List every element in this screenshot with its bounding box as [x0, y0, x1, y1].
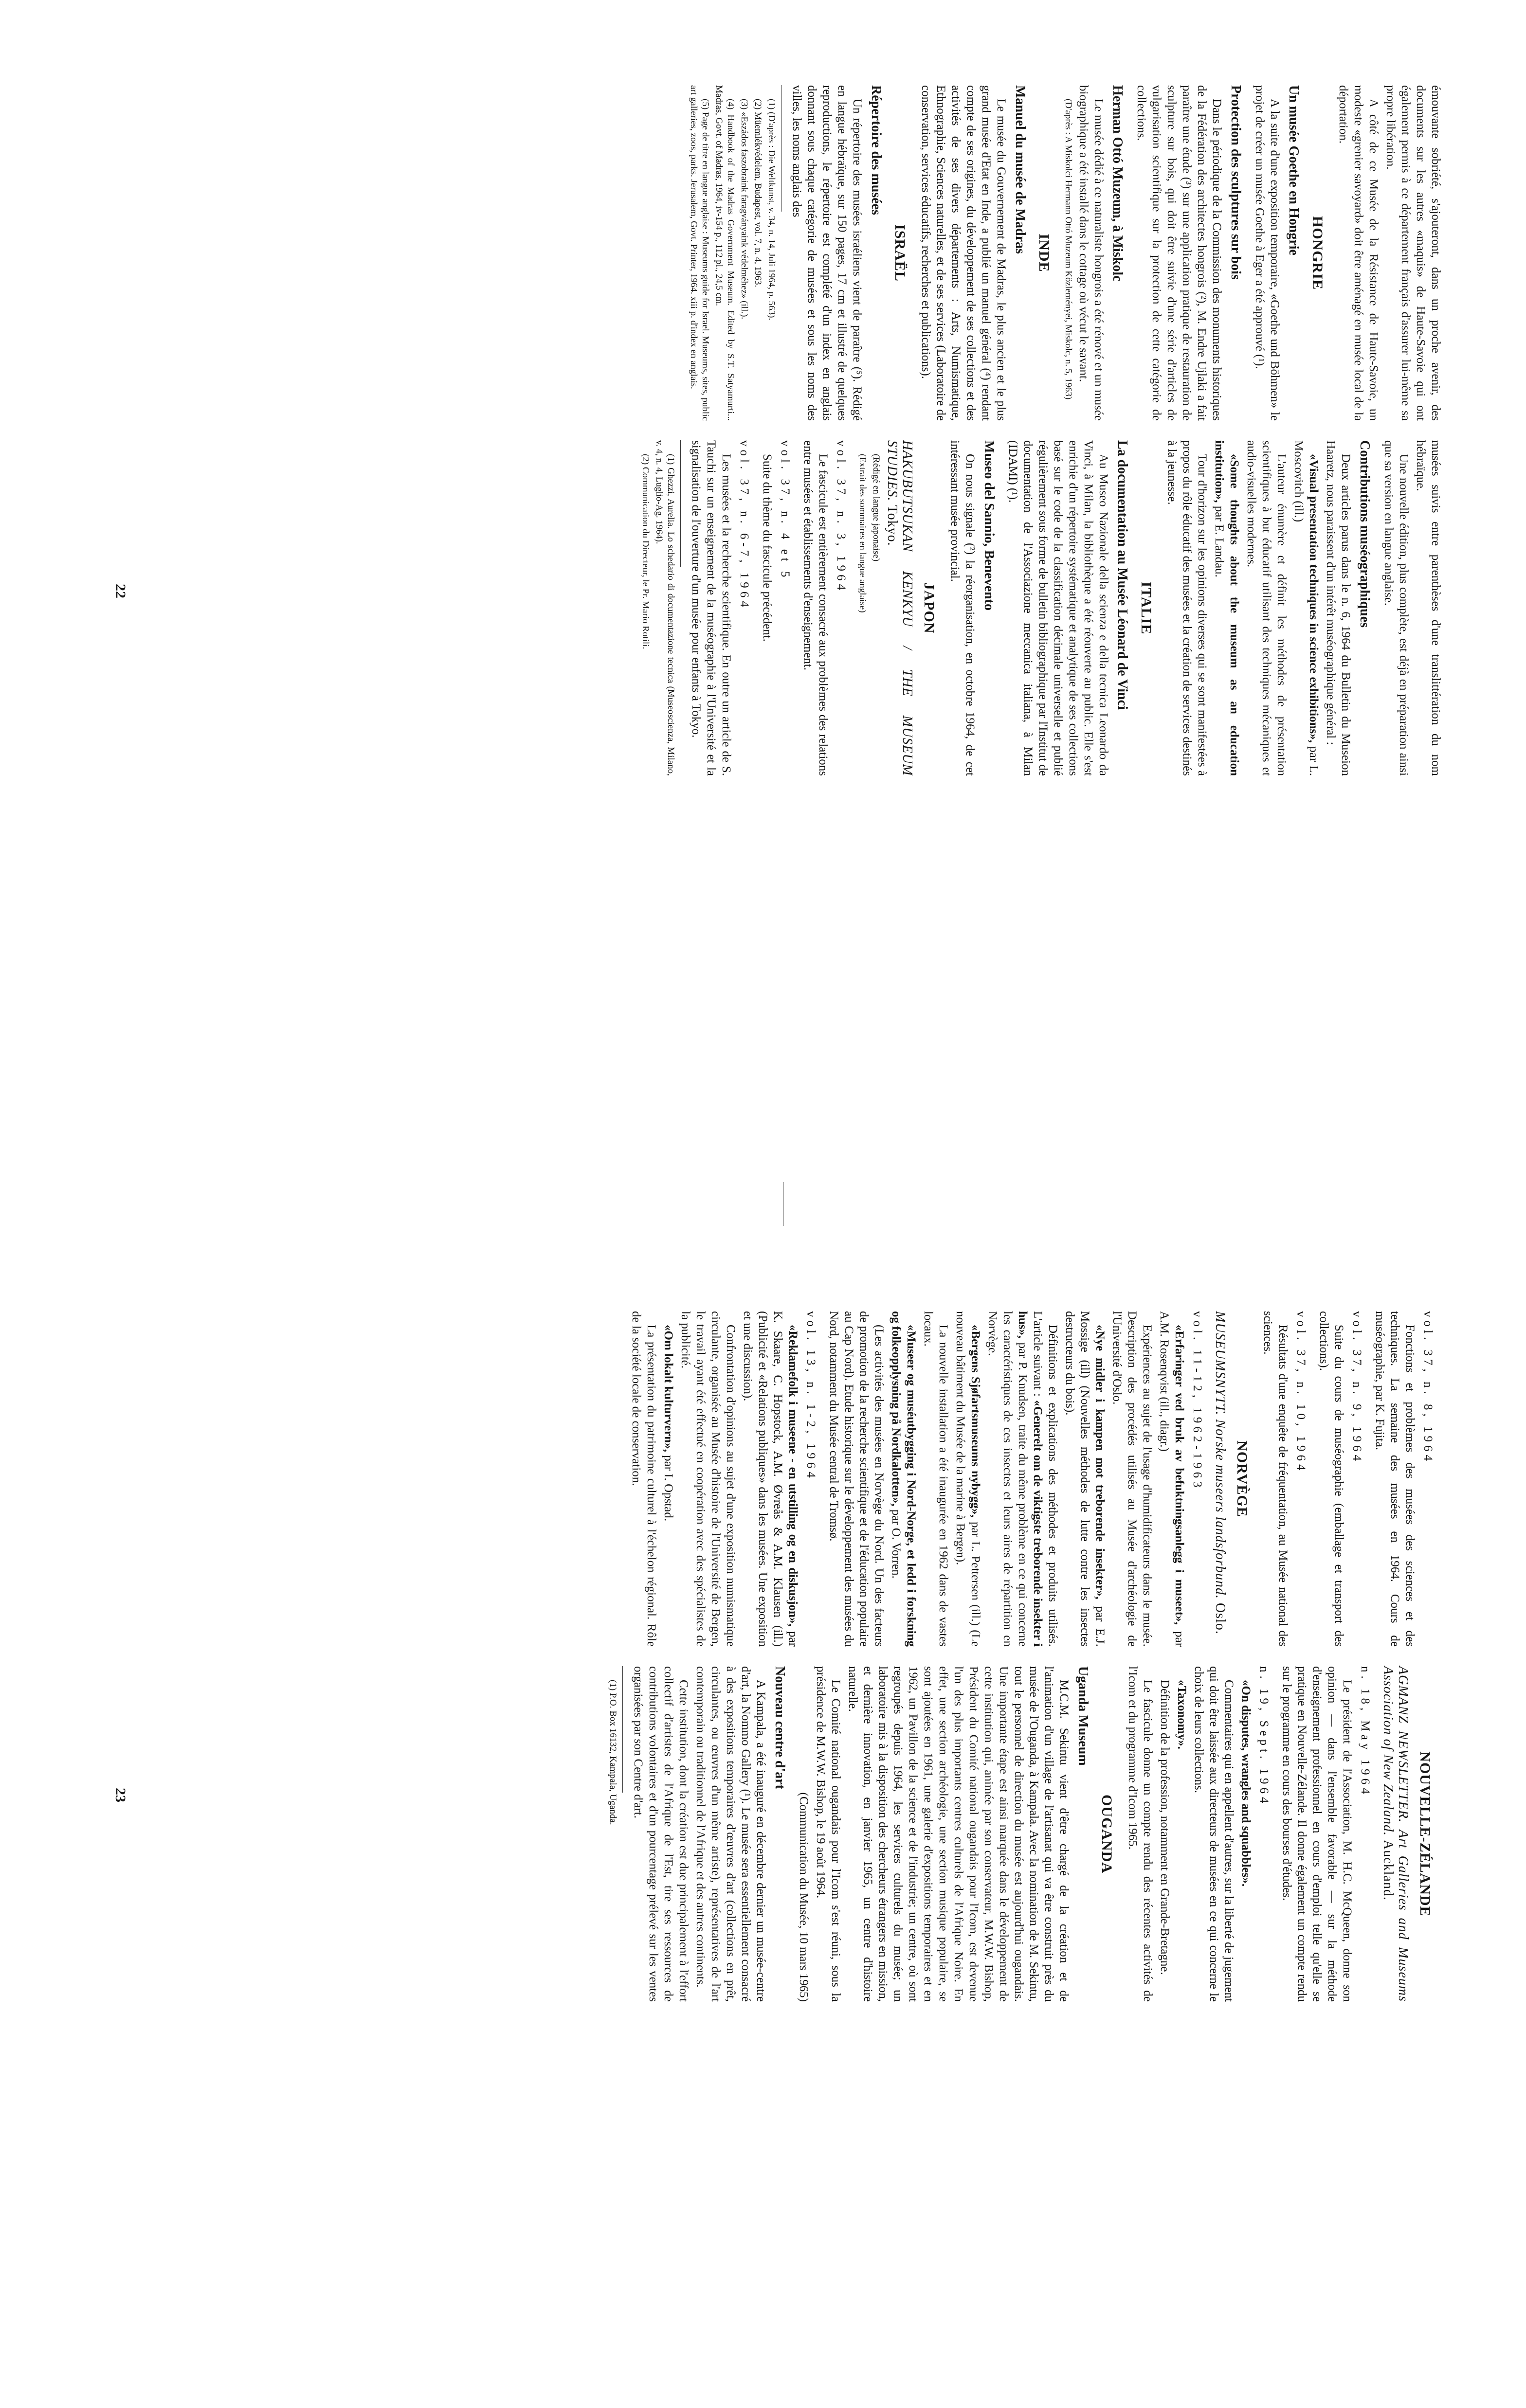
issue-reference: vol. 37, n. 3, 1964	[835, 440, 848, 593]
journal-name: AGMANZ NEWSLETTER. Art Galleries and Museums Association of New Zealand.	[1381, 1666, 1411, 2002]
article-title: «Visual presentation techniques in science exhibitions»,	[1307, 454, 1320, 743]
paragraph: Le président de l'Association, M. H.C. McQueen, donne son opinion — dans l'ensemble favorable — sur la méthode d'enseignement professionnel en cours d'emploi telle qu'elle se pratique en Nouvelle-Zélande. Il donne également un compte rendu sur le programme en cours des bourses d'études.	[1280, 1666, 1354, 2002]
article-title: «Museer og muséutbygging i Nord-Norge, et ledd i forskning og folkeopplysning på Nordkalotten»,	[890, 1311, 918, 1647]
issue-reference: vol. 37, n. 4 et 5	[779, 440, 792, 581]
article-title: «On disputes, wrangles and squabbles».	[1239, 1680, 1253, 1887]
section-heading: Uganda Museum	[1075, 1666, 1090, 1766]
issue-reference: vol. 37, n. 9, 1964	[1350, 1311, 1363, 1464]
footnote: (3) «Eszádos faszobraink faragványaink védelméhez» (ill.).	[739, 99, 749, 320]
paragraph: (Les activités des musées en Norvège du Nord. Un des facteurs de promotion de la recherche scientifique et de l'éducation populaire au Cap Nord). Etude historique sur le développement des musées du Nord, notamment du Musée central de Tromsø.	[827, 1311, 886, 1647]
paragraph: Le Comité national ougandais pour l'Icom s'est réuni, sous la présidence de M.W.W. Bishop, le 19 août 1964.	[814, 1666, 842, 2002]
paragraph: Le fascicule est entièrement consacré aux problèmes des relations entre musées et établissements d'enseignement.	[801, 440, 830, 776]
article-citation	[1291, 440, 1321, 776]
paragraph: Deux articles parus dans le n. 6, 1964 du Bulletin du Museion Haaretz, nous paraissent d'un intérêt muséographique général :	[1324, 440, 1352, 776]
paragraph: Confrontation d'opinions au sujet d'une exposition numismatique circulante, organisée au Musée d'histoire de l'Université de Bergen, le travail ayant été effectué en coopération avec des spécialistes de la publicité.	[679, 1311, 737, 1647]
paragraph: A la suite d'une exposition temporaire, «Goethe und Böhmen» le projet de créer un musée Goethe à Eger a été approuvé (¹).	[1253, 85, 1281, 421]
country-heading: ITALIE	[1138, 581, 1154, 635]
article-citation	[1157, 1311, 1187, 1647]
footnote: (1) Ghezzi, Aurelia. Lo schedario di documentazione tecnica (Museoscienza, Milano, v. 4, n. 4, Luglio-Ag. 1964).	[654, 440, 676, 776]
issue-reference: vol. 13, n. 1-2, 1964	[804, 1311, 818, 1481]
paragraph: Résultats d'une enquête de fréquentation, au Musée national des sciences.	[1261, 1311, 1290, 1647]
article-title: «Some thoughts about the museum as an education institution»,	[1213, 440, 1241, 776]
article-title: «Bergens Sjøfartsmuseums nybygg»,	[969, 1325, 982, 1518]
article-author: par E.J. Mossige (ill) (Nouvelles méthodes de lutte contre les insectes destructeurs du bois).	[1063, 1311, 1107, 1647]
page-number: 23	[112, 1788, 128, 1802]
paragraph: A côté de ce Musée de la Résistance de Haute-Savoie, un modeste «grenier savoyard» doit être aménagé en musée local de la déportation.	[1337, 85, 1380, 421]
page-23	[0, 1204, 1526, 2408]
paragraph: La présentation du patrimoine culturel à l'échelon régional. Rôle de la société locale de conservation.	[630, 1311, 658, 1647]
journal-city: Auckland.	[1381, 1840, 1396, 1901]
article-citation	[1062, 1311, 1108, 1647]
country-heading: HONGRIE	[1309, 216, 1326, 290]
article-citation	[1212, 440, 1242, 776]
article-citation	[889, 1311, 919, 1647]
journal-city: Oslo.	[1213, 1602, 1228, 1635]
issue-reference: n. 18, May 1964	[1359, 1666, 1372, 1797]
section-heading: Un musée Goethe en Hongrie	[1286, 85, 1301, 255]
paragraph: émouvante sobriété, s'ajouteront, dans un proche avenir, des documents sur les autres «maquis» de Haute-Savoie qui ont également permis à ce département français d'assurer lui-même sa propre libération.	[1384, 85, 1442, 421]
country-heading: OUGANDA	[1099, 1795, 1115, 1873]
article-citation	[661, 1311, 676, 1647]
country-heading: NOUVELLE-ZÉLANDE	[1417, 1751, 1433, 1917]
journal-title	[885, 440, 915, 776]
article-title: «Generelt om de viktigste treborende insekter i hus»,	[1016, 1311, 1044, 1647]
issue-reference: vol. 37, n. 6-7, 1964	[738, 440, 751, 611]
text-span: par P. Knudsen, traite du même problème en ce qui concerne les caractéristiques de ces insectes et leurs aires de répartition en Norvège.	[986, 1311, 1029, 1647]
footnote: (1) P.O. Box 16132, Kampala, Uganda.	[608, 1680, 618, 1825]
journal-name: HAKUBUTSUKAN KENKYU / THE MUSEUM STUDIES.	[885, 440, 915, 776]
paragraph: La nouvelle installation a été inaugurée en 1962 dans de vastes locaux.	[922, 1311, 950, 1647]
paragraph	[985, 1311, 1060, 1647]
footnote: (2) Communication du Directeur, le Pr. Mario Rotili.	[640, 454, 651, 649]
article-author: par O. Vorren.	[890, 1509, 903, 1579]
journal-city: Tokyo.	[885, 505, 900, 546]
article-citation	[740, 1311, 800, 1647]
paragraph: Suite du cours de muséographie (emballage et transport des collections).	[1317, 1311, 1345, 1647]
journal-name: MUSEUMSNYTT. Norske museers landsforbund.	[1213, 1311, 1228, 1599]
journal-title	[1213, 1311, 1228, 1647]
paragraph: Commentaires qui en appellent d'autres, sur la liberté de jugement qui doit être laissée aux directeurs de musées en ce qui concerne le choix de leurs collections.	[1192, 1666, 1235, 2002]
paragraph: Un répertoire des musées israéliens vient de paraître (⁵). Rédigé en langue hébraïque, sur 150 pages, 17 cm et illustré de quelques reproductions, le répertoire est complété d'un index en anglais donnant sous chaque catégorie de musées et sous les noms des villes, les noms anglais des	[790, 85, 864, 421]
issue-reference: vol. 37, n. 8, 1964	[1421, 1311, 1435, 1464]
paragraph: M.C.M. Sekintu vient d'être chargé de la création et de l'animation d'un village de l'artisanat qui va être construit près du musée de l'Ouganda, à Kampala. Avec la nomination de M. Sekintu, tout le personnel de direction du musée est aujourd'hui ougandais. Une importante étape est ainsi marquée dans le développement de cette institution qui, animée par son conservateur, M.W.W. Bishop, Président du Comité national ougandais pour l'Icom, est devenue l'un des plus importants centres culturels de l'Afrique Noire. En effet, une section archéologie, une section musique populaire, se sont ajoutées en 1961, une galerie d'expositions temporaires et en 1962, un Pavillon de la science et de l'industrie; un centre, où sont regroupés depuis 1964, les services culturels du musée; un laboratoire mis à la disposition des chercheurs étrangers en mission, et dernière innovation, en janvier 1965, un centre d'histoire naturelle.	[846, 1666, 1071, 2002]
issue-reference: vol. 11-12, 1962-1963	[1191, 1311, 1204, 1491]
source-note: (D'après : A Miskolci Hermann Ottó Muzeum Közleményei, Miskolc, n. 5, 1963)	[1063, 99, 1073, 400]
paragraph: Le musée dédié à ce naturaliste hongrois a été rénové et un musée biographique a été installé dans le cottage où vécut le savant.	[1077, 85, 1105, 421]
article-title: «Om lokalt kulturvern»,	[662, 1325, 675, 1452]
article-author: par K. Skaare, C. Hopstock, A.M. Øvreås & A.M. Klausen (ill.) (Publicité et «Relations publiques» dans les musées. Une exposition et une discussion).	[741, 1311, 799, 1647]
paragraph: Suite du thème du fascicule précédent.	[761, 454, 774, 642]
page-23-column-1	[627, 1311, 1443, 1647]
page-22-column-1	[686, 85, 1443, 421]
footnote: (5) Page de titre en langue anglaise : Museums guide for Israel. Museums, sites, public art galleries, zoos, parks. Jerusalem, Govt. Printer, 1964. xiii p. d'index en anglais.	[689, 85, 710, 421]
source-note: (Communication du Musée, 10 mars 1965)	[797, 1792, 810, 2002]
paragraph: Cette institution, dont la création est due principalement à l'effort collectif d'artistes de l'Afrique de l'Est, tire ses ressources de contributions volontaires et d'un pourcentage prélevé sur les ventes organisées par son Centre d'art.	[632, 1666, 690, 2002]
paragraph: Tour d'horizon sur les opinions diverses qui se sont manifestées à propos du rôle éducatif des musées et la création de services destinés à la jeunesse.	[1165, 440, 1209, 776]
section-heading: Protection des sculptures sur bois	[1228, 85, 1243, 280]
language-note: (Extrait des sommaires en langue anglaise)	[857, 454, 868, 613]
article-author: par E. Landau.	[1213, 505, 1226, 577]
paragraph: Le musée du Gouvernement de Madras, le plus ancien et le plus grand musée d'Etat en Inde, a publié un manuel général (⁴) rendant compte de ses origines, du développement de ses collections et des activités de ses divers départements : Arts, Numismatique, Ethnographie, Sciences naturelles, et de ses services (Laboratoire de conservation, services éducatifs, recherches et publications).	[919, 85, 1008, 421]
article-author: par I. Opstad.	[662, 1455, 675, 1522]
section-heading: Herman Ottó Muzeum, à Miskolc	[1110, 85, 1125, 282]
footnote: (1) (D'après : Die Weltkunst, v. 34, n. 14, Juli 1964, p. 563).	[766, 99, 777, 321]
footnote: (2) Müemlékvédelem, Budapest, vol. 7, n. 4, 1963.	[753, 99, 763, 288]
paragraph: A Kampala, a été inauguré en décembre dernier un musée-centre d'art, la Nommo Gallery (¹). Le musée sera essentiellement consacré à des expositions temporaires d'œuvres d'art (collections en prêt, circulantes, ou œuvres d'un même artiste), représentatives de l'art contemporain ou traditionnel de l'Afrique et des autres continents.	[694, 1666, 767, 2002]
journal-title	[1381, 1666, 1411, 2002]
country-heading: JAPON	[921, 582, 937, 634]
article-author: par L. Pettersen (ill.) (Le nouveau bâtiment du Musée de la marine à Bergen).	[954, 1311, 982, 1647]
article-citation	[1174, 1666, 1189, 2002]
section-heading: Contributions muséographiques	[1357, 440, 1372, 628]
text-span: Définitions et explications des méthodes et produits utilisés. L'article suivant :	[1031, 1311, 1059, 1647]
article-title: «Reklamefolk i museene - en utstilling og en diskusjon»,	[786, 1325, 799, 1627]
paragraph: Au Museo Nazionale della scienza e della tecnica Leonardo da Vinci, à Milan, la bibliothèque a été réouverte au public. Elle s'est enrichie d'un répertoire systématique et analytique de ses collections basé sur le code de la classification décimale universelle et publié régulièrement sous forme de bulletin bibliographique par l'Institut de documentation de l'Associazione meccanica italiana, à Milan (IDAMI) (¹).	[1006, 440, 1110, 776]
issue-reference: vol. 37, n. 10, 1964	[1294, 1311, 1308, 1474]
section-heading: Museo del Sannio, Benevento	[981, 440, 997, 611]
paragraph: Dans le périodique de la Commission des monuments historiques de la Fédération des architectes hongrois (²), M. Endre Ujlaki a fait paraître une étude (³) sur une application pratique de restauration de sculpture sur bois, qui doit être suivie d'une série d'articles de vulgarisation scientifique sur la protection de cette catégorie de collections.	[1135, 85, 1223, 421]
section-heading: Manuel du musée de Madras	[1013, 85, 1028, 254]
section-heading: La documentation au Musée Léonard de Vinci	[1115, 440, 1130, 710]
language-note: (Rédigé en langue japonaise)	[871, 454, 881, 562]
paragraph: Une nouvelle édition, plus complète, est déjà en préparation ainsi que sa version en langue anglaise.	[1382, 440, 1410, 776]
section-heading: Répertoire des musées	[869, 85, 884, 215]
page-22-column-2	[637, 440, 1443, 776]
article-author: par L. Moscovitch (ill.)	[1292, 440, 1320, 776]
footnote-rule	[680, 440, 681, 567]
article-title: «Nye midler i kampen mot treborende insekter»,	[1093, 1325, 1107, 1599]
paragraph: Les musées et la recherche scientifique. En outre un article de S. Tauchi sur un enseignement de la muséographie à l'Université et la signalisation de l'ouverture d'un musée pour enfants à Tokyo.	[690, 440, 733, 776]
paragraph: On nous signale (²) la réorganisation, en octobre 1964, de cet intéressant musée provincial.	[948, 440, 977, 776]
article-title: «Erfaringer ved bruk av befuktningsanlegg i museet»,	[1173, 1325, 1186, 1625]
paragraph: Le fascicule donne un compte rendu des récentes activités de l'Icom et du programme d'Icom 1965.	[1126, 1666, 1154, 2002]
page-23-column-2	[605, 1666, 1443, 2002]
page-number: 22	[112, 584, 128, 598]
article-citation	[953, 1311, 983, 1647]
country-heading: ISRAËL	[892, 224, 908, 282]
country-heading: INDE	[1036, 234, 1052, 272]
paragraph: musées suivis entre parenthèses d'une translittération du nom hébraïque.	[1414, 440, 1442, 776]
article-citation	[1238, 1666, 1254, 2002]
paragraph: L'auteur énumère et définit les méthodes de présentation scientifiques à but éducatif utilisant des techniques mécaniques et audio-visuelles modernes.	[1245, 440, 1288, 776]
article-title: «Taxonomy».	[1175, 1680, 1188, 1749]
paragraph: Définition de la profession, notamment en Grande-Bretagne.	[1158, 1680, 1171, 1975]
paragraph: Fonctions et problèmes des musées des sciences et des techniques. La semaine des musées en 1964. Cours de muséographie, par K. Fujita.	[1373, 1311, 1417, 1647]
footnote: (4) Handbook of the Madras Government Museum. Edited by S.T. Satyamurti... Madras, Govt. of Madras, 1964, iv-154 p., 112 pl., 24,5 cm.	[714, 85, 736, 421]
footnote-rule	[622, 1666, 623, 1793]
article-author: par A.M. Rosenqvist (ill., diagr.)	[1158, 1311, 1186, 1647]
paragraph: Expériences au sujet de l'usage d'humidificateurs dans le musée. Description des procédés utilisés au Musée d'archéologie de l'Université d'Oslo.	[1110, 1311, 1154, 1647]
country-heading: NORVÈGE	[1234, 1440, 1250, 1517]
section-heading: Nouveau centre d'art	[772, 1666, 787, 1789]
issue-reference: n. 19, Sept. 1964	[1257, 1666, 1271, 1807]
